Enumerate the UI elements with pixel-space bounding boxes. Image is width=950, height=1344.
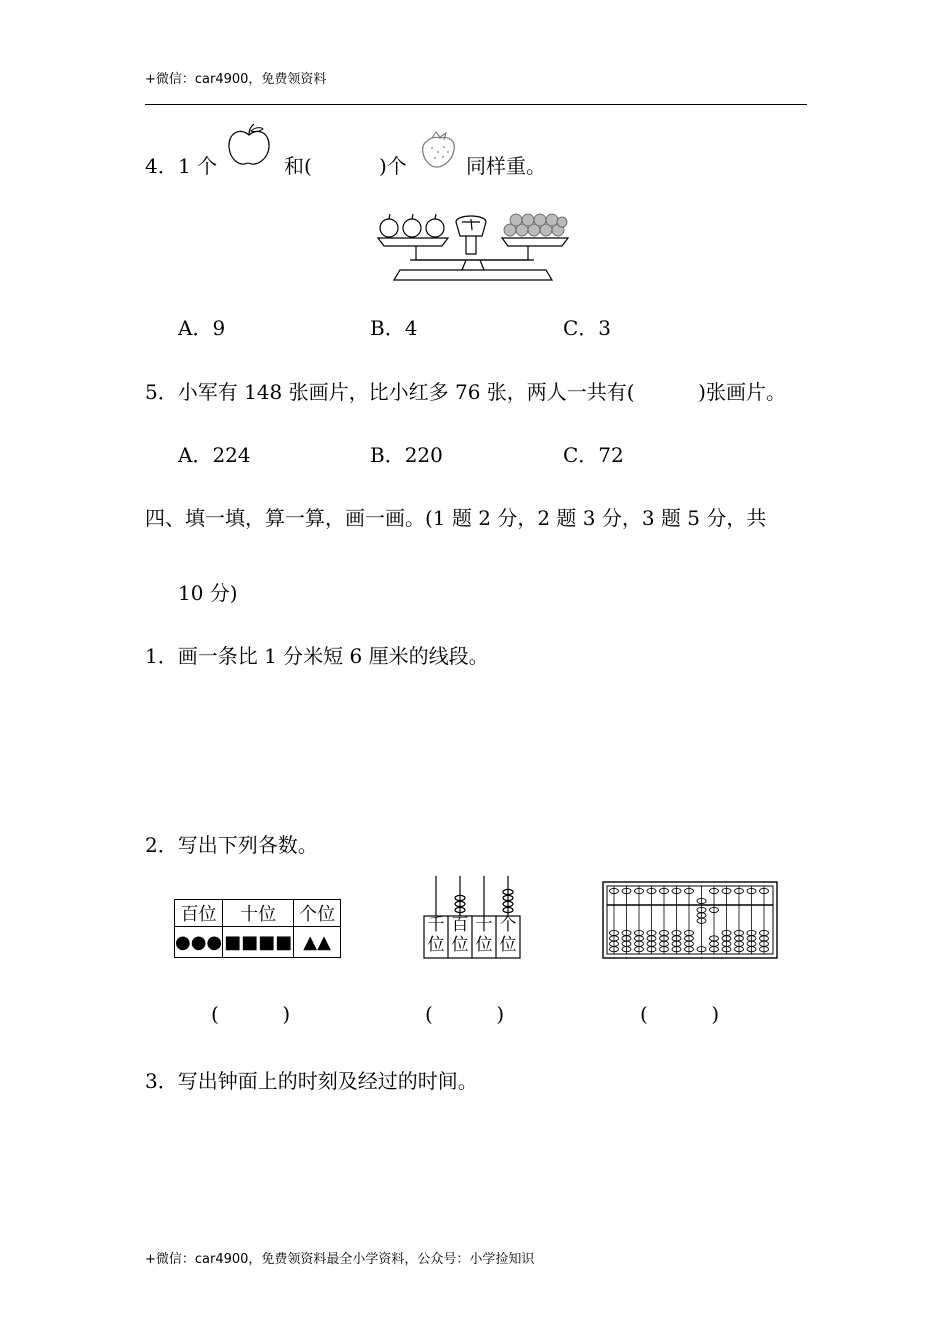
answer-blank-3[interactable]: ( ): [640, 1002, 720, 1026]
q5-option-c[interactable]: C．72: [563, 443, 624, 467]
rod-label-tens: 十 位: [475, 915, 493, 955]
header-text: +微信：car4900，免费领资料: [145, 72, 327, 87]
section4-heading-line2: 10 分): [178, 581, 238, 605]
rod-label-hundreds: 百 位: [451, 915, 469, 955]
hundreds-circles: ●●●: [175, 927, 223, 958]
q4-part2: 和(: [284, 154, 312, 178]
q4-part1: 1 个: [178, 154, 218, 178]
table-header-hundreds: 百位: [175, 900, 223, 927]
tens-squares: ■■■■: [223, 927, 294, 958]
s4q1-text: 1．画一条比 1 分米短 6 厘米的线段。: [145, 644, 489, 668]
q5-option-a[interactable]: A．224: [178, 443, 251, 467]
q5-text: 5．小军有 148 张画片，比小红多 76 张，两人一共有( )张画片。: [145, 380, 786, 404]
table-header-ones: 个位: [294, 900, 341, 927]
strawberry-icon: [418, 130, 458, 170]
answer-blank-1[interactable]: ( ): [211, 1002, 291, 1026]
rod-label-ones: 个 位: [499, 915, 517, 955]
answer-blank-2[interactable]: ( ): [425, 1002, 505, 1026]
place-value-table: [174, 899, 341, 958]
q4-part3: )个: [379, 154, 407, 178]
q4-part4: 同样重。: [466, 154, 546, 178]
s4q3-text: 3．写出钟面上的时刻及经过的时间。: [145, 1069, 478, 1093]
scale-apple-icon: [403, 214, 421, 237]
apple-icon: [226, 123, 272, 169]
ones-triangles: ▲▲: [294, 927, 341, 958]
section4-heading-line1: 四、填一填，算一算，画一画。(1 题 2 分，2 题 3 分，3 题 5 分，共: [145, 506, 767, 530]
table-header-tens: 十位: [223, 900, 294, 927]
balance-scale-illustration: [376, 208, 568, 288]
q4-number: 4．: [145, 154, 178, 178]
q4-option-c[interactable]: C．3: [563, 316, 612, 340]
rod-label-thousands: 千 位: [427, 915, 445, 955]
s4q2-text: 2．写出下列各数。: [145, 833, 318, 857]
scale-apple-icon: [380, 214, 398, 237]
scale-apple-icon: [426, 214, 444, 237]
abacus-illustration: [602, 881, 778, 961]
q5-option-b[interactable]: B．220: [370, 443, 443, 467]
footer-text: +微信：car4900，免费领资料最全小学资料，公众号：小学捡知识: [145, 1252, 535, 1267]
q4-option-a[interactable]: A．9: [178, 316, 226, 340]
header-rule: [145, 104, 807, 105]
q4-option-b[interactable]: B．4: [370, 316, 418, 340]
